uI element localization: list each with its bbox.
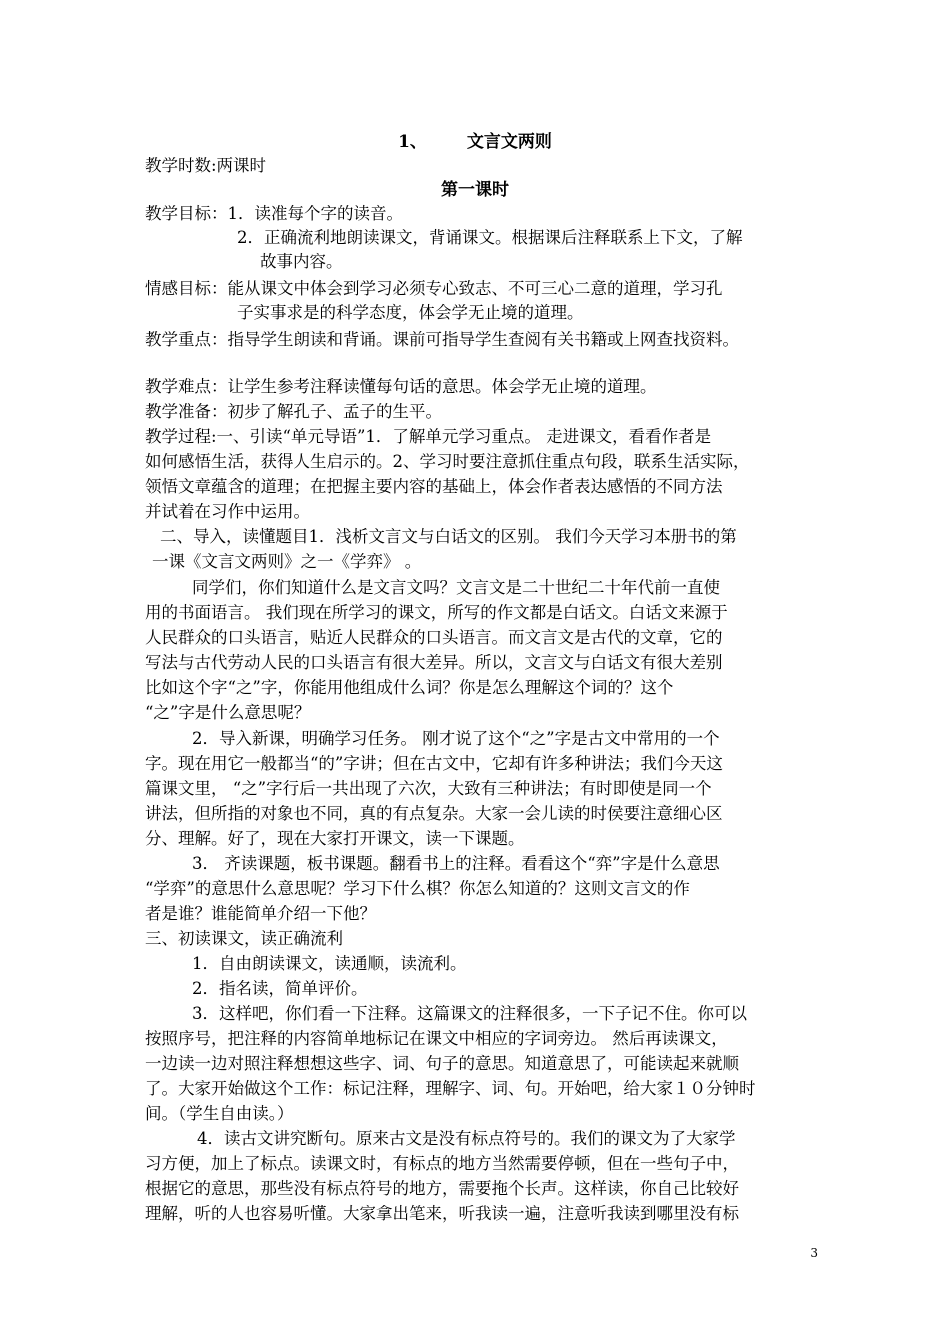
page-number: 3 — [810, 1246, 818, 1260]
text-line: 2．导入新课，明确学习任务。 刚才说了这个“之”字是古文中常用的一个 — [192, 729, 720, 748]
text-line: 讲法，但所指的对象也不同，真的有点复杂。大家一会儿读的时侯要注意细心区 — [145, 804, 723, 823]
text-line: 写法与古代劳动人民的口头语言有很大差异。所以，文言文与白话文有很大差别 — [145, 653, 723, 672]
text-line: 三、初读课文，读正确流利 — [145, 929, 343, 948]
text-line: 情感目标：能从课文中体会到学习必须专心致志、不可三心二意的道理，学习孔 — [145, 279, 723, 298]
lesson-subtitle: 第一课时 — [441, 180, 509, 200]
text-line: 1．自由朗读课文，读通顺，读流利。 — [192, 954, 467, 973]
text-line: 3． 齐读课题，板书课题。翻看书上的注释。看看这个“弈”字是什么意思 — [192, 854, 720, 873]
lesson-title-text: 文言文两则 — [466, 132, 552, 152]
text-line: 一课《文言文两则》之一《学弈》 。 — [152, 552, 422, 571]
text-line: 教学时数:两课时 — [145, 156, 267, 175]
text-line: 人民群众的口头语言，贴近人民群众的口头语言。而文言文是古代的文章，它的 — [145, 628, 723, 647]
text-line: 并试着在习作中运用。 — [145, 502, 310, 521]
text-line: 如何感悟生活，获得人生启示的。2、学习时要注意抓住重点句段，联系生活实际， — [145, 452, 750, 471]
text-line: 2．正确流利地朗读课文，背诵课文。根据课后注释联系上下文，了解 — [237, 228, 743, 247]
text-line: 按照序号，把注释的内容简单地标记在课文中相应的字词旁边。 然后再读课文， — [145, 1029, 728, 1048]
text-line: 习方便，加上了标点。读课文时，有标点的地方当然需要停顿，但在一些句子中， — [145, 1154, 739, 1173]
text-line: 教学准备：初步了解孔子、孟子的生平。 — [145, 402, 442, 421]
text-line: 用的书面语言。 我们现在所学习的课文，所写的作文都是白话文。白话文来源于 — [145, 603, 728, 622]
text-line: 教学重点：指导学生朗读和背诵。课前可指导学生查阅有关书籍或上网查找资料。 — [145, 330, 739, 349]
text-line: 根据它的意思，那些没有标点符号的地方，需要拖个长声。这样读，你自己比较好 — [145, 1179, 739, 1198]
text-line: 教学过程:一、引读“单元导语”1．了解单元学习重点。 走进课文，看看作者是 — [145, 427, 712, 446]
text-line: 4．读古文讲究断句。原来古文是没有标点符号的。我们的课文为了大家学 — [197, 1129, 736, 1148]
text-line: “学弈”的意思什么意思呢？学习下什么棋？你怎么知道的？这则文言文的作 — [145, 879, 690, 898]
text-line: 子实事求是的科学态度，体会学无止境的道理。 — [237, 303, 584, 322]
text-line: 者是谁？谁能简单介绍一下他？ — [145, 904, 376, 923]
text-line: 领悟文章蕴含的道理；在把握主要内容的基础上，体会作者表达感悟的不同方法 — [145, 477, 723, 496]
text-line: 间。（学生自由读。） — [145, 1104, 294, 1123]
text-line: 教学目标：1．读准每个字的读音。 — [145, 204, 403, 223]
text-line: 二、导入，读懂题目1．浅析文言文与白话文的区别。 我们今天学习本册书的第 — [160, 527, 737, 546]
text-line: 比如这个字“之”字，你能用他组成什么词？你是怎么理解这个词的？这个 — [145, 678, 674, 697]
text-line: 教学难点：让学生参考注释读懂每句话的意思。体会学无止境的道理。 — [145, 377, 657, 396]
lesson-title — [0, 130, 950, 154]
text-line: 3．这样吧，你们看一下注释。这篇课文的注释很多，一下子记不住。你可以 — [192, 1004, 747, 1023]
text-line: 2．指名读，简单评价。 — [192, 979, 368, 998]
text-line: 故事内容。 — [260, 252, 343, 271]
text-line: 一边读一边对照注释想想这些字、词、句子的意思。知道意思了，可能读起来就顺 — [145, 1054, 739, 1073]
text-line: 分、理解。好了，现在大家打开课文，读一下课题。 — [145, 829, 525, 848]
text-line: 理解，听的人也容易听懂。大家拿出笔来，听我读一遍，注意听我读到哪里没有标 — [145, 1204, 739, 1223]
lesson-number: 1、 — [398, 132, 427, 152]
text-line: “之”字是什么意思呢？ — [145, 703, 311, 722]
text-line: 了。大家开始做这个工作：标记注释，理解字、词、句。开始吧，给大家１０分钟时 — [145, 1079, 756, 1098]
text-line: 同学们，你们知道什么是文言文吗？文言文是二十世纪二十年代前一直使 — [192, 578, 720, 597]
text-line: 篇课文里， “之”字行后一共出现了六次，大致有三种讲法；有时即使是同一个 — [145, 779, 712, 798]
text-line: 字。现在用它一般都当“的”字讲；但在古文中，它却有许多种讲法；我们今天这 — [145, 754, 723, 773]
